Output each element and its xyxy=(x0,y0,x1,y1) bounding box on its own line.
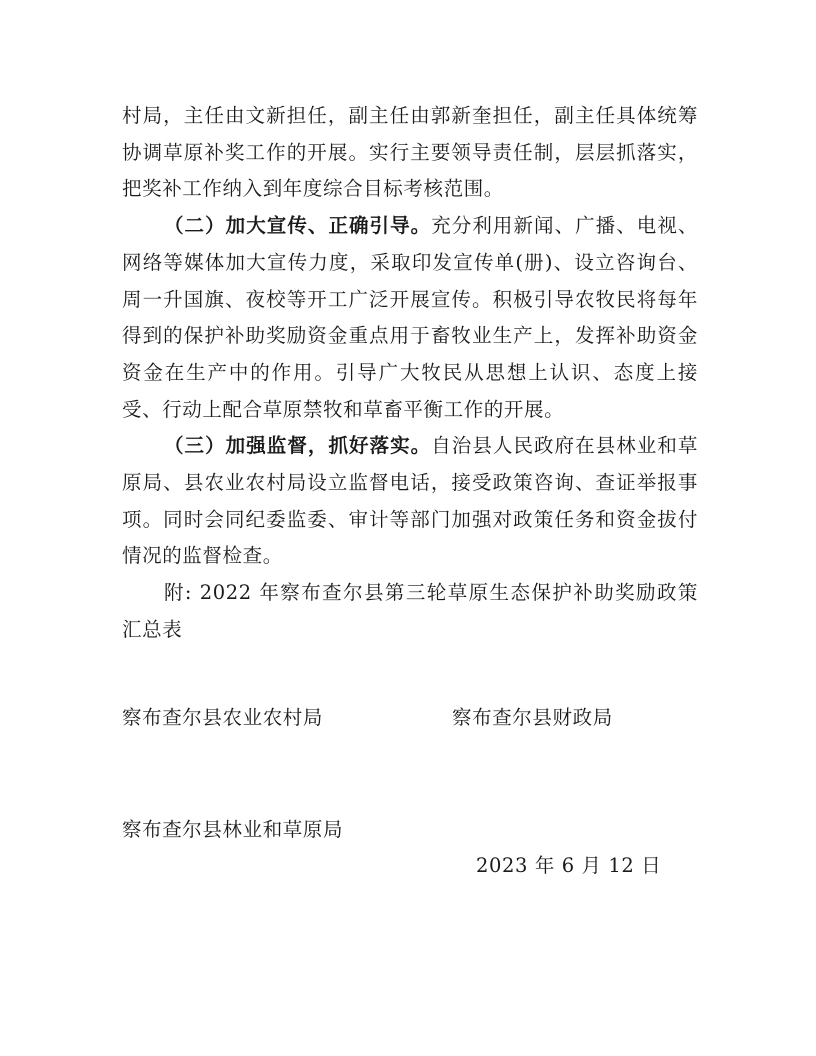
signature-forestry-bureau: 察布查尔县林业和草原局 xyxy=(122,818,344,841)
paragraph-body: 村局，主任由文新担任，副主任由郭新奎担任，副主任具体统筹协调草原补奖工作的开展。实行主要领导责任制，层层抓落实，把奖补工作纳入到年度综合目标考核范围。 xyxy=(122,104,698,201)
paragraph-body: 自治县人民政府在县林业和草原局、县农业农村局设立监督电话，接受政策咨询、查证举报事项。同时会同纪委监委、审计等部门加强对政策任务和资金拔付情况的监督检查。 xyxy=(122,434,698,568)
paragraph-body: 充分利用新闻、广播、电视、网络等媒体加大宣传力度，采取印发宣传单(册)、设立咨询台、周一升国旗、夜校等开工广泛开展宣传。积极引导农牧民将每年得到的保护补助奖励资金重点用于畜牧业生产上，发挥补助资金资金在生产中的作用。引导广大牧民从思想上认识、态度上接受、行动上配合草原禁牧和草畜平衡工作的开展。 xyxy=(122,214,698,421)
section-heading: （三）加强监督，抓好落实。 xyxy=(164,434,432,458)
paragraph-continued xyxy=(122,98,698,208)
document-date: 2023 年 6 月 12 日 xyxy=(476,854,662,877)
paragraph-attachment xyxy=(122,575,698,648)
signature-agri-bureau: 察布查尔县农业农村局 xyxy=(122,706,324,729)
paragraph-supervision xyxy=(122,428,698,575)
attachment-note: 附: 2022 年察布查尔县第三轮草原生态保护补助奖励政策汇总表 xyxy=(122,581,698,641)
signature-finance-bureau: 察布查尔县财政局 xyxy=(452,706,613,729)
body-text xyxy=(122,98,698,649)
paragraph-publicity xyxy=(122,208,698,428)
section-heading: （二）加大宣传、正确引导。 xyxy=(164,214,432,238)
